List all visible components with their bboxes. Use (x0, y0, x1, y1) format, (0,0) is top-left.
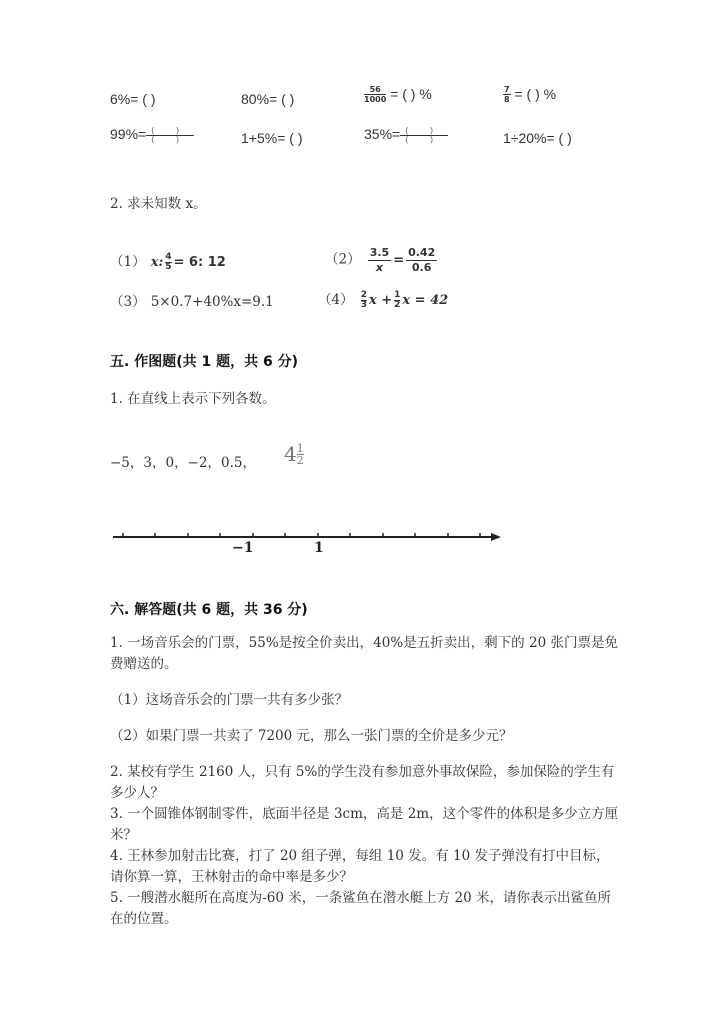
equation-label: （1） (110, 254, 146, 270)
denominator: 2 (394, 300, 401, 310)
equals-sign: = (393, 252, 405, 268)
question-text: 5. 一艘潜水艇所在高度为-60 米，一条鲨鱼在潜水艇上方 20 米，请你表示出鲨鱼所在的位置。 (110, 890, 611, 927)
mixed-denominator: 2 (296, 453, 304, 467)
mixed-whole: 4 (284, 442, 297, 466)
question-text: 2. 某校有学生 2160 人，只有 5%的学生没有参加意外事故保险，参加保险的学生有多少人？ (110, 764, 615, 801)
equation-rest: = 6: 12 (173, 255, 226, 270)
number-line (113, 530, 503, 550)
denominator: 3 (360, 300, 367, 310)
equation-2 (325, 246, 439, 274)
conversion-item (110, 126, 194, 144)
mixed-number (284, 442, 304, 466)
section-heading: 六. 解答题(共 6 题，共 36 分) (110, 602, 308, 618)
fraction (364, 86, 386, 104)
denominator: 1000 (364, 95, 387, 105)
equation-label: （4） (318, 292, 354, 308)
conversion-item (503, 86, 556, 104)
equation-1 (110, 250, 226, 272)
denominator-blank: ( ) (146, 135, 194, 144)
numerator: 2 (360, 289, 367, 300)
question-text: 3. 一个圆锥体钢制零件，底面半径是 3cm，高是 2m，这个零件的体积是多少立方厘米？ (110, 806, 619, 843)
denominator: 8 (504, 95, 510, 105)
question-text: 4. 王林参加射击比赛，打了 20 组子弹，每组 10 发。有 10 发子弹没有打中目标，请你算一算，王林射击的命中率是多少？ (110, 848, 610, 885)
fraction-blank (400, 127, 448, 144)
denominator: 0.6 (406, 260, 437, 275)
conversion-item: 1÷20%= ( ) (503, 130, 572, 146)
numerator: 0.42 (408, 246, 436, 259)
section-heading: 五. 作图题(共 1 题，共 6 分) (110, 354, 298, 370)
numerator-blank: ( ) (151, 125, 189, 135)
denominator: x (368, 260, 392, 275)
equation-text: 5×0.7+40%x=9.1 (150, 294, 274, 310)
numerator: 56 (369, 85, 381, 95)
expression-rest: = ( ) % (390, 86, 432, 102)
fraction (503, 86, 511, 104)
tick-label-neg1: −1 (232, 540, 254, 556)
denominator: 5 (165, 262, 172, 272)
conversion-item (364, 126, 448, 144)
equation-rest: x = 42 (402, 293, 449, 308)
expression-lead: 35%= (364, 126, 401, 142)
question-text: 1. 在直线上表示下列各数。 (110, 391, 276, 407)
conversion-item: 6%= ( ) (110, 91, 156, 107)
equation-3 (110, 290, 274, 310)
numerator: 1 (394, 289, 401, 300)
mixed-numerator: 1 (296, 441, 304, 455)
equation-4 (318, 288, 448, 310)
numerator: 4 (165, 251, 172, 262)
conversion-item: 1+5%= ( ) (241, 130, 303, 146)
conversion-item: 80%= ( ) (241, 91, 295, 107)
numerator-blank: ( ) (405, 125, 443, 135)
equation-label: （2） (325, 251, 361, 268)
equation-middle: x + (368, 293, 393, 308)
numbers-list: −5，3，0，−2，0.5， (110, 455, 256, 471)
fraction-blank (146, 127, 194, 144)
tick-label-1: 1 (314, 540, 324, 556)
expression-lead: 99%= (110, 126, 147, 142)
expression-rest: = ( ) % (514, 86, 557, 102)
numerator: 7 (504, 85, 510, 95)
question-text: 1. 一场音乐会的门票，55%是按全价卖出，40%是五折卖出，剩下的 20 张门票是免费赠送的。 (110, 635, 618, 672)
denominator-blank: ( ) (400, 135, 448, 144)
sub-question: （1）这场音乐会的门票一共有多少张？ (110, 692, 349, 708)
number-line-axis (113, 530, 503, 550)
numerator: 3.5 (369, 246, 390, 259)
question-title: 2. 求未知数 x。 (110, 196, 207, 212)
variable: x: (150, 255, 164, 270)
equation-label: （3） (110, 294, 146, 310)
sub-question: （2）如果门票一共卖了 7200 元，那么一张门票的全价是多少元？ (110, 728, 513, 744)
conversion-item (364, 86, 432, 104)
